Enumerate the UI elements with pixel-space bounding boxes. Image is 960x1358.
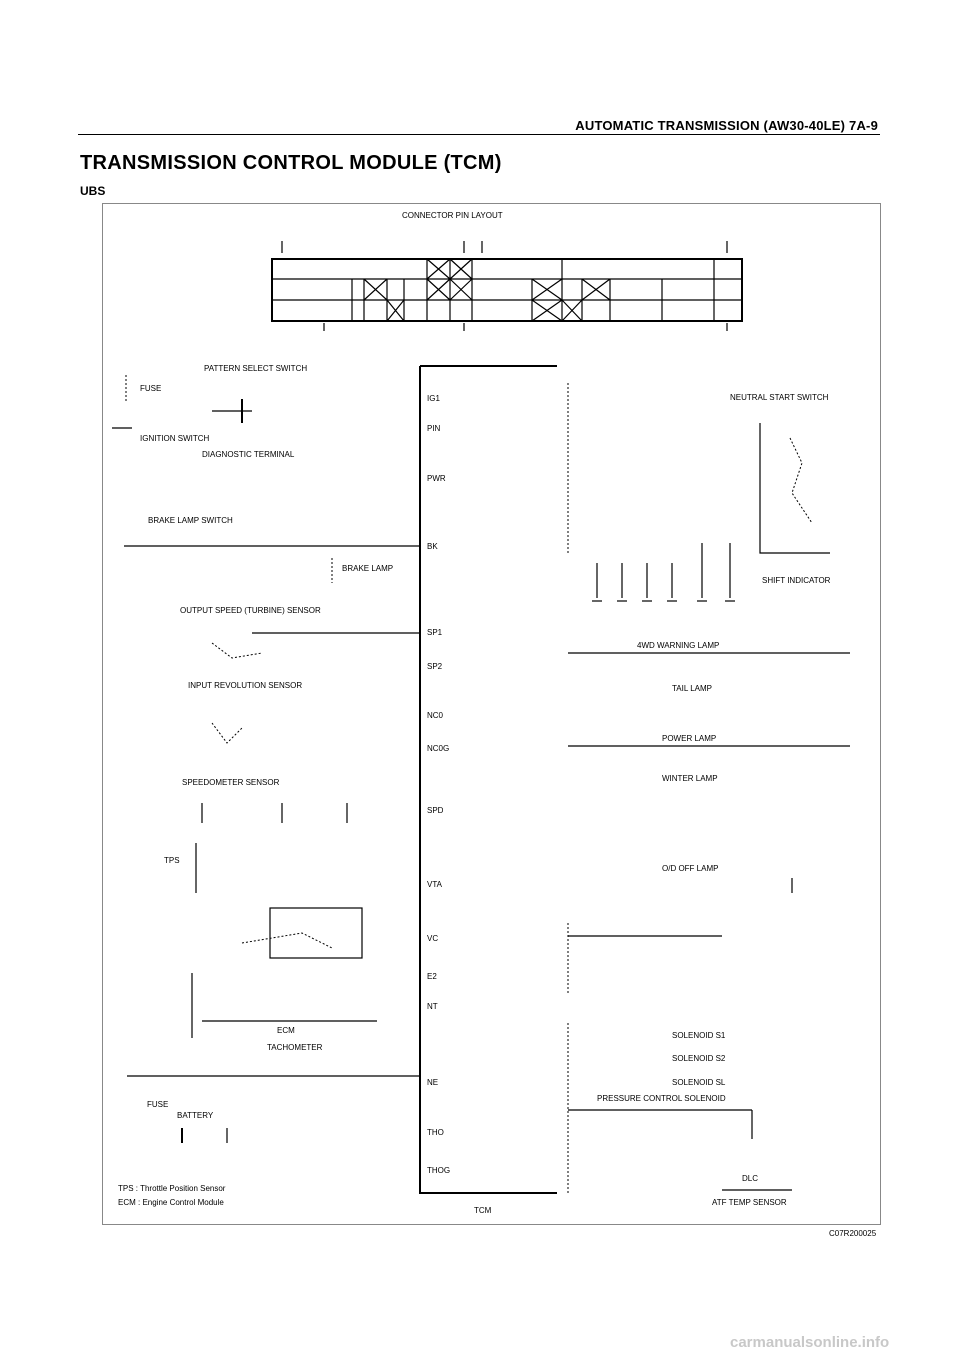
diagram-label: IG1 (427, 394, 440, 403)
diagram-label: NC0 (427, 711, 444, 720)
diagram-label: BRAKE LAMP SWITCH (148, 516, 233, 525)
connector-layout-title: CONNECTOR PIN LAYOUT (402, 211, 503, 220)
diagram-label: VTA (427, 880, 442, 889)
diagram-label: FUSE (147, 1100, 169, 1109)
diagram-label: 4WD WARNING LAMP (637, 641, 720, 650)
figure-code: C07R200025 (829, 1229, 877, 1238)
diagram-label: SHIFT INDICATOR (762, 576, 831, 585)
connector-pin-layout (272, 211, 742, 331)
diagram-label: E2 (427, 972, 437, 981)
diagram-label: NT (427, 1002, 438, 1011)
diagram-label: DIAGNOSTIC TERMINAL (202, 450, 295, 459)
left-side-circuit (112, 364, 420, 1207)
diagram-label: INPUT REVOLUTION SENSOR (188, 681, 303, 690)
diagram-label: OUTPUT SPEED (TURBINE) SENSOR (180, 606, 321, 615)
diagram-label: IGNITION SWITCH (140, 434, 210, 443)
diagram-label: VC (427, 934, 439, 943)
tcm-module (420, 366, 557, 1215)
diagram-label: SP1 (427, 628, 443, 637)
diagram-label: PRESSURE CONTROL SOLENOID (597, 1094, 726, 1103)
diagram-label: SP2 (427, 662, 443, 671)
diagram-label: POWER LAMP (662, 734, 717, 743)
diagram-label: NC0G (427, 744, 450, 753)
diagram-label: ATF TEMP SENSOR (712, 1198, 787, 1207)
diagram-label: PWR (427, 474, 446, 483)
diagram-label: PATTERN SELECT SWITCH (204, 364, 308, 373)
page-header-title: AUTOMATIC TRANSMISSION (AW30-40LE) 7A-9 (575, 118, 878, 133)
tcm-left-pins (427, 394, 450, 1175)
tcm-label: TCM (474, 1206, 492, 1215)
diagram-label: SOLENOID SL (672, 1078, 726, 1087)
diagram-label: TPS (164, 856, 180, 865)
diagram-label: SPD (427, 806, 444, 815)
diagram-label: WINTER LAMP (662, 774, 718, 783)
diagram-label: BATTERY (177, 1111, 214, 1120)
diagram-label: FUSE (140, 384, 162, 393)
diagram-label: TAIL LAMP (672, 684, 713, 693)
watermark: carmanualsonline.info (730, 1334, 890, 1351)
header-rule (78, 134, 880, 135)
diagram-label: ECM : Engine Control Module (118, 1198, 224, 1207)
diagram-label: BRAKE LAMP (342, 564, 394, 573)
diagram-label: PIN (427, 424, 441, 433)
diagram-label: THOG (427, 1166, 451, 1175)
diagram-label: O/D OFF LAMP (662, 864, 719, 873)
section-title: TRANSMISSION CONTROL MODULE (TCM) (80, 152, 502, 174)
diagram-label: DLC (742, 1174, 759, 1183)
diagram-label: SPEEDOMETER SENSOR (182, 778, 280, 787)
diagram-label: THO (427, 1128, 444, 1137)
diagram-label: BK (427, 542, 438, 551)
right-side-circuit (568, 383, 850, 1207)
diagram-label: TACHOMETER (267, 1043, 323, 1052)
diagram-label: NE (427, 1078, 439, 1087)
diagram-label: ECM (277, 1026, 295, 1035)
diagram-label: TPS : Throttle Position Sensor (118, 1184, 226, 1193)
diagram-label: SOLENOID S2 (672, 1054, 726, 1063)
diagram-label: NEUTRAL START SWITCH (730, 393, 829, 402)
wiring-diagram (102, 203, 881, 1225)
diagram-label: SOLENOID S1 (672, 1031, 726, 1040)
section-subtitle: UBS (80, 184, 106, 198)
